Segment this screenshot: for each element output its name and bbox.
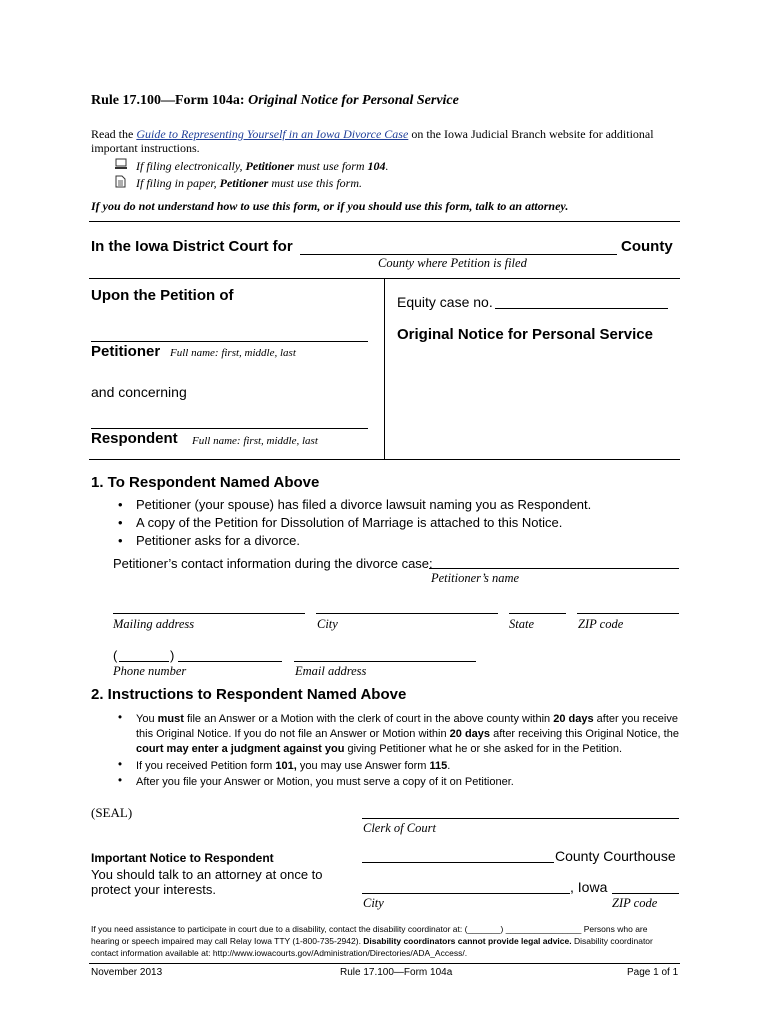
zip-caption: ZIP code	[612, 896, 658, 910]
divider	[89, 459, 680, 460]
document-icon	[115, 175, 126, 188]
email-caption: Email address	[295, 664, 367, 678]
petitioner-name-input[interactable]	[429, 568, 679, 569]
respondent-name-field[interactable]	[91, 428, 368, 429]
footer-form-id: Rule 17.100—Form 104a	[340, 967, 453, 978]
important-notice-heading: Important Notice to Respondent	[91, 851, 274, 865]
petitioner-label: Petitioner	[91, 343, 161, 360]
courthouse-county-field[interactable]	[362, 862, 554, 863]
assistance-line1: If you need assistance to participate in court due to a disability, contact the disability coordinator at: (_______) ________________ Persons who are	[91, 924, 648, 934]
and-concerning: and concerning	[91, 384, 187, 400]
petitioner-name-caption: Petitioner’s name	[431, 571, 520, 585]
instruction-1-line1: You must file an Answer or a Motion with the clerk of court in the above county within 20 days after you receive	[136, 713, 678, 725]
instruction-2: If you received Petition form 101, you may use Answer form 115.	[136, 760, 451, 772]
city-caption: City	[363, 896, 384, 910]
upon-petition: Upon the Petition of	[91, 287, 234, 304]
mailing-address-caption: Mailing address	[113, 617, 195, 631]
list-item: •	[118, 533, 123, 548]
area-code-field[interactable]	[119, 661, 169, 662]
important-notice-text2: protect your interests.	[91, 882, 216, 897]
section2-heading: 2. Instructions to Respondent Named Above	[91, 686, 407, 703]
important-notice-text1: You should talk to an attorney at once to	[91, 867, 323, 882]
courthouse-city-field[interactable]	[362, 893, 570, 894]
mailing-address-field[interactable]	[113, 613, 305, 614]
iowa-label: , Iowa	[570, 879, 608, 895]
electronic-filing-note: If filing electronically, Petitioner must use form 104.	[136, 159, 389, 173]
assistance-line2: hearing or speech impaired may call Relay Iowa TTY (1-800-735-2942). Disability coordinators cannot provide legal advice. Disability coordinator	[91, 936, 653, 946]
list-item: Petitioner asks for a divorce.	[136, 533, 301, 548]
read-instructions: Read the Guide to Representing Yourself in an Iowa Divorce Case on the Iowa Judicial Branch website for additional	[91, 127, 654, 141]
rule-number: Rule 17.100—Form 104a:	[91, 93, 249, 108]
county-caption: County where Petition is filed	[378, 256, 527, 270]
instruction-3: After you file your Answer or Motion, you must serve a copy of it on Petitioner.	[136, 776, 514, 788]
list-item: •	[118, 712, 123, 724]
zip-field[interactable]	[577, 613, 679, 614]
list-item: •	[118, 515, 123, 530]
petitioner-name-field[interactable]	[91, 341, 368, 342]
clerk-caption: Clerk of Court	[363, 821, 436, 835]
phone-close: )	[170, 648, 175, 663]
list-item: A copy of the Petition for Dissolution of Marriage is attached to this Notice.	[136, 515, 563, 530]
zip-caption: ZIP code	[578, 617, 624, 631]
court-county-label: County	[621, 238, 673, 255]
footer-page: Page 1 of 1	[627, 967, 679, 978]
phone-caption: Phone number	[113, 664, 187, 678]
assistance-line3: contact information available at: http://www.iowacourts.gov/Administration/Directories/ADA_Access/.	[91, 948, 468, 958]
read-instructions-line2: important instructions.	[91, 141, 200, 155]
paper-filing-note: If filing in paper, Petitioner must use this form.	[136, 176, 363, 190]
email-field[interactable]	[294, 661, 476, 662]
state-field[interactable]	[509, 613, 566, 614]
section1-heading: 1. To Respondent Named Above	[91, 474, 320, 491]
phone-open: (	[113, 648, 118, 663]
computer-icon	[115, 158, 127, 170]
city-caption: City	[317, 617, 338, 631]
form-title-line	[91, 93, 459, 109]
contact-label: Petitioner’s contact information during the divorce case:	[113, 556, 433, 571]
seal-label: (SEAL)	[91, 805, 133, 820]
city-field[interactable]	[316, 613, 498, 614]
footer-date: November 2013	[91, 967, 163, 978]
form-title: Original Notice for Personal Service	[248, 93, 459, 108]
list-item: •	[118, 497, 123, 512]
guide-link[interactable]: Guide to Representing Yourself in an Iowa Divorce Case	[136, 127, 409, 141]
clerk-signature-field[interactable]	[362, 818, 679, 819]
respondent-caption: Full name: first, middle, last	[192, 435, 318, 447]
attorney-warning: If you do not understand how to use this form, or if you should use this form, talk to an attorney.	[91, 199, 569, 213]
equity-case-field[interactable]	[495, 308, 668, 309]
petitioner-caption: Full name: first, middle, last	[170, 347, 296, 359]
equity-case-label: Equity case no.	[397, 294, 493, 310]
notice-title: Original Notice for Personal Service	[397, 326, 653, 343]
state-caption: State	[509, 617, 534, 631]
list-item: •	[118, 775, 123, 787]
courthouse-zip-field[interactable]	[612, 893, 679, 894]
instruction-1-line3: court may enter a judgment against you giving Petitioner what he or she asked for in the Petition.	[136, 743, 623, 755]
respondent-label: Respondent	[91, 430, 178, 447]
caption-divider	[384, 278, 385, 459]
phone-field[interactable]	[178, 661, 282, 662]
list-item: •	[118, 759, 123, 771]
courthouse-label: County Courthouse	[555, 848, 676, 864]
footer-divider	[89, 963, 680, 964]
instruction-1-line2: this Original Notice. If you do not file an Answer or Motion within 20 days after receiving this Original Notice, the	[136, 728, 679, 740]
list-item: Petitioner (your spouse) has filed a divorce lawsuit naming you as Respondent.	[136, 497, 592, 512]
court-prefix: In the Iowa District Court for	[91, 238, 293, 255]
divider	[89, 221, 680, 222]
county-field[interactable]	[300, 254, 617, 255]
